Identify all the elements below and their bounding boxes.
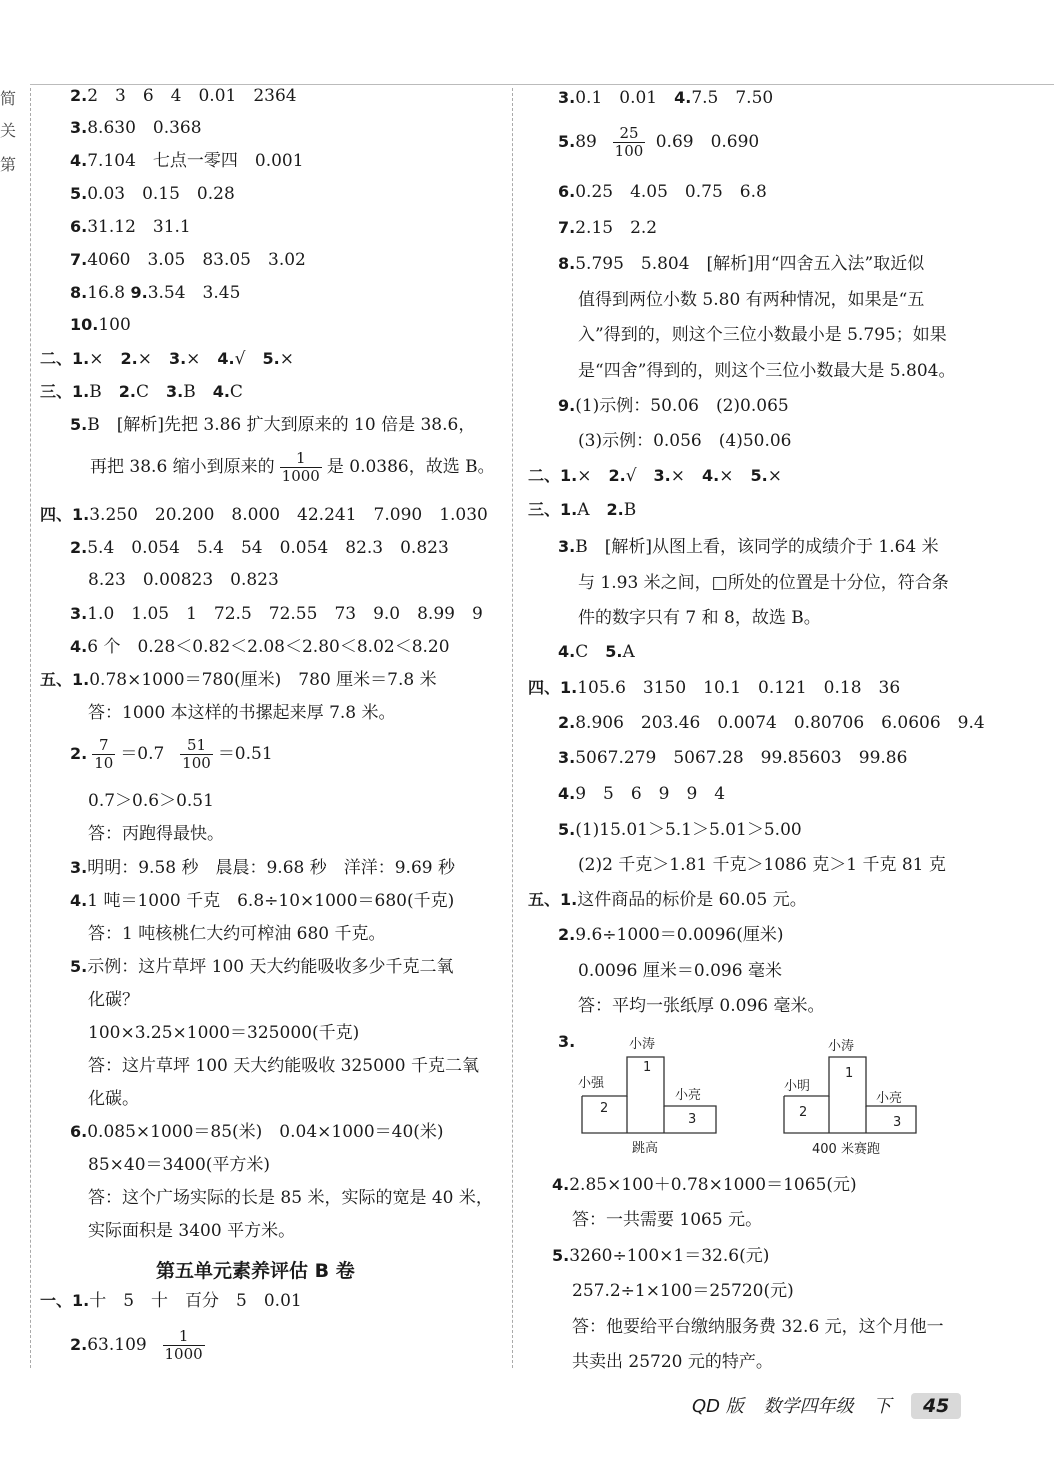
podium-place-2: 2 (799, 1105, 808, 1120)
answer-line: 2. $\frac{7}{10}$ ＝0.7 $\frac{51}{100}$ ＝0.51 (70, 736, 273, 772)
answer-line: 3.8.630 0.368 (70, 118, 202, 138)
page-footer (692, 1392, 975, 1419)
podium-left-name: 小强 (578, 1076, 605, 1091)
answer-line: 与 1.93 米之间，□所处的位置是十分位，符合条 (578, 573, 949, 593)
podium-top-name: 小涛 (629, 1037, 656, 1052)
section-san: 三、1.B 2.C 3.B 4.C (40, 382, 243, 402)
margin-divider (30, 88, 31, 1368)
answer-line: 3. (558, 1032, 576, 1051)
answer-line: (2)2 千克＞1.81 千克＞1086 克＞1 千克 81 克 (578, 855, 946, 875)
answer-line: 2.9.6÷1000＝0.0096(厘米) (558, 925, 784, 945)
fraction: $\frac{1}{1000}$ (164, 1327, 203, 1363)
answer-line: 答：1000 本这样的书摞起来厚 7.8 米。 (88, 703, 396, 723)
section-er: 二、1.× 2.× 3.× 4.√ 5.× (40, 349, 294, 369)
answer-line: 4.2.85×100＋0.78×1000＝1065(元) (552, 1175, 857, 1195)
podium-left-name: 小明 (784, 1079, 811, 1094)
section-title: 第五单元素养评估 B 卷 (156, 1260, 355, 1282)
podium-diagrams (570, 1030, 940, 1160)
answer-line: 5.89 $\frac{25}{100}$ 0.69 0.690 (558, 124, 760, 160)
answer-line: 化碳？ (88, 990, 139, 1010)
answer-line: 6.0.085×1000＝85(米) 0.04×1000＝40(米) (70, 1122, 444, 1142)
page-number: 45 (911, 1393, 961, 1419)
podium-caption: 400 米赛跑 (812, 1142, 880, 1157)
answer-line: 2.2 3 6 4 0.01 2364 (70, 86, 297, 106)
answer-line: 再把 38.6 缩小到原来的 $\frac{1}{1000}$ 是 0.0386，故选 B。 (90, 449, 495, 485)
edition-label: QD 版 (692, 1396, 744, 1417)
answer-line: 8.16.8 9.3.54 3.45 (70, 283, 241, 303)
subject-label: 数学四年级 (763, 1396, 854, 1417)
answer-line: 答：一共需要 1065 元。 (572, 1210, 763, 1230)
answer-line: 2.5.4 0.054 5.4 54 0.054 82.3 0.823 (70, 538, 449, 558)
podium-top-name: 小涛 (828, 1039, 855, 1054)
fraction: $\frac{1}{1000}$ (281, 449, 320, 485)
podium-place-2: 2 (600, 1101, 609, 1116)
answer-line: 值得到两位小数 5.80 有两种情况，如果是“五 (578, 290, 925, 310)
answer-line: 2.8.906 203.46 0.0074 0.80706 6.0606 9.4 (558, 713, 985, 733)
section-yi: 一、1.十 5 十 百分 5 0.01 (40, 1291, 302, 1311)
answer-line: 4.9 5 6 9 9 4 (558, 784, 726, 804)
answer-line: 3.明明：9.58 秒 晨晨：9.68 秒 洋洋：9.69 秒 (70, 858, 455, 878)
fraction: $\frac{51}{100}$ (182, 736, 211, 772)
podium-caption: 跳高 (632, 1141, 659, 1156)
answer-line: 3.1.0 1.05 1 72.5 72.55 73 9.0 8.99 9 (70, 604, 483, 624)
answer-line: 0.0096 厘米＝0.096 毫米 (578, 961, 782, 981)
answer-line: 7.4060 3.05 83.05 3.02 (70, 250, 306, 270)
answer-line: 9.(1)示例：50.06 (2)0.065 (558, 396, 789, 416)
answer-line: 7.2.15 2.2 (558, 218, 658, 238)
podium-place-1: 1 (845, 1066, 854, 1081)
answer-line: 答：1 吨核桃仁大约可榨油 680 千克。 (88, 924, 386, 944)
podium-right-name: 小亮 (675, 1088, 702, 1103)
section-wu: 五、1.0.78×1000＝780(厘米) 780 厘米＝7.8 米 (40, 670, 437, 690)
answer-line: 8.5.795 5.804 [解析]用“四舍五入法”取近似 (558, 254, 925, 274)
podium-place-3: 3 (893, 1115, 902, 1130)
answer-line: 3.0.1 0.01 4.7.5 7.50 (558, 88, 774, 108)
top-rule (30, 84, 1054, 85)
term-label: 下 (873, 1396, 892, 1417)
answer-line: 实际面积是 3400 平方米。 (88, 1221, 296, 1241)
answer-line: 5.示例：这片草坪 100 天大约能吸收多少千克二氧 (70, 957, 454, 977)
podium-right-name: 小亮 (876, 1091, 903, 1106)
answer-line: 6.31.12 31.1 (70, 217, 191, 237)
answer-line: 85×40＝3400(平方米) (88, 1155, 271, 1175)
answer-line: 3.B [解析]从图上看，该同学的成绩介于 1.64 米 (558, 537, 939, 557)
answer-line: 0.7＞0.6＞0.51 (88, 791, 214, 811)
section-si: 四、1.105.6 3150 10.1 0.121 0.18 36 (528, 678, 901, 698)
answer-line: 是“四舍”得到的，则这个三位小数最大是 5.804。 (578, 361, 956, 381)
section-er: 二、1.× 2.√ 3.× 4.× 5.× (528, 466, 782, 486)
answer-line: 3.5067.279 5067.28 99.85603 99.86 (558, 748, 908, 768)
answer-line: 答：平均一张纸厚 0.096 毫米。 (578, 996, 825, 1016)
answer-line: 入”得到的，则这个三位小数最小是 5.795；如果 (578, 325, 947, 345)
edge-char: 关 (0, 121, 17, 140)
section-san: 三、1.A 2.B (528, 500, 637, 520)
answer-line: 10.100 (70, 315, 131, 335)
answer-line: 答：这个广场实际的长是 85 米，实际的宽是 40 米， (88, 1188, 493, 1208)
answer-line: 5.3260÷100×1＝32.6(元) (552, 1246, 770, 1266)
answer-line: 2.63.109 $\frac{1}{1000}$ (70, 1327, 203, 1363)
answer-line: 答：这片草坪 100 天大约能吸收 325000 千克二氧 (88, 1056, 479, 1076)
answer-line: 5.B [解析]先把 3.86 扩大到原来的 10 倍是 38.6， (70, 415, 476, 435)
answer-line: 5.(1)15.01＞5.1＞5.01＞5.00 (558, 820, 802, 840)
column-divider (512, 88, 513, 1368)
answer-line: 4.7.104 七点一零四 0.001 (70, 151, 304, 171)
answer-line: 4.6 个 0.28＜0.82＜2.08＜2.80＜8.02＜8.20 (70, 637, 450, 657)
answer-line: 答：丙跑得最快。 (88, 824, 224, 844)
answer-line: 答：他要给平台缴纳服务费 32.6 元，这个月他一 (572, 1317, 944, 1337)
edge-char: 第 (0, 155, 17, 174)
edge-char: 简 (0, 89, 17, 108)
answer-line: 8.23 0.00823 0.823 (88, 570, 279, 590)
answer-line: 100×3.25×1000＝325000(千克) (88, 1023, 360, 1043)
answer-line: 共卖出 25720 元的特产。 (572, 1352, 773, 1372)
answer-line: 4.C 5.A (558, 642, 635, 662)
podium-place-3: 3 (688, 1112, 697, 1127)
fraction: $\frac{25}{100}$ (614, 124, 644, 160)
answer-line: (3)示例：0.056 (4)50.06 (578, 431, 792, 451)
fraction: $\frac{7}{10}$ (94, 736, 114, 772)
answer-line: 6.0.25 4.05 0.75 6.8 (558, 182, 767, 202)
answer-line: 4.1 吨＝1000 千克 6.8÷10×1000＝680(千克) (70, 891, 455, 911)
answer-line: 257.2÷1×100＝25720(元) (572, 1281, 794, 1301)
answer-line: 5.0.03 0.15 0.28 (70, 184, 235, 204)
answer-line: 件的数字只有 7 和 8，故选 B。 (578, 608, 821, 628)
section-si: 四、1.3.250 20.200 8.000 42.241 7.090 1.030 (40, 505, 488, 525)
section-wu: 五、1.这件商品的标价是 60.05 元。 (528, 890, 807, 910)
answer-line: 化碳。 (88, 1089, 139, 1109)
podium-place-1: 1 (643, 1060, 652, 1075)
